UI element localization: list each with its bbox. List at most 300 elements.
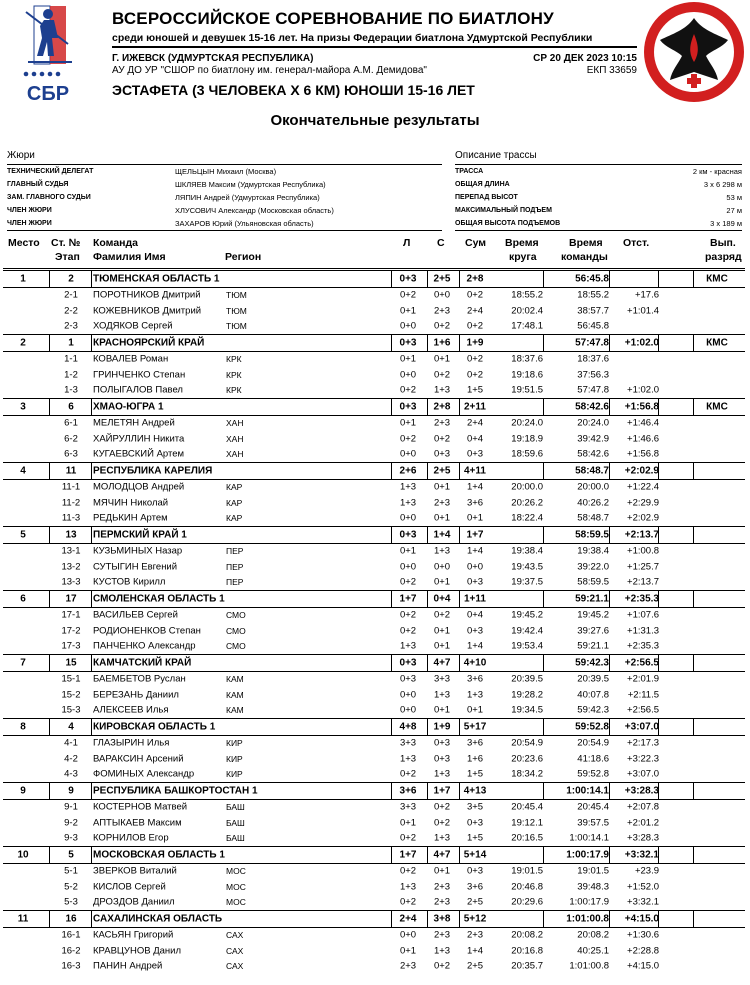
athlete-region: ПЕР — [226, 561, 244, 572]
athlete-row — [3, 288, 745, 304]
team-category: КМС — [706, 273, 728, 285]
athlete-prone: 1+3 — [399, 881, 417, 893]
athlete-gap: +3:28.3 — [627, 832, 659, 844]
team-standing: 1+6 — [433, 337, 451, 349]
athlete-name: ПОЛЫГАЛОВ Павел — [93, 384, 183, 396]
athlete-gap: +1:30.6 — [627, 929, 659, 941]
team-bib: 13 — [65, 529, 77, 541]
jury-row — [7, 217, 442, 230]
athlete-team-time: 40:07.8 — [577, 689, 609, 701]
race-title: ЭСТАФЕТА (3 ЧЕЛОВЕКА X 6 КМ) ЮНОШИ 15-16 ЛЕТ — [112, 82, 475, 98]
athlete-name: КИСЛОВ Сергей — [93, 881, 166, 893]
team-time: 59:42.3 — [575, 657, 609, 669]
athlete-team-time: 1:00:17.9 — [569, 896, 609, 908]
athlete-sum: 0+2 — [466, 289, 484, 301]
course-row — [455, 178, 742, 191]
athlete-sum: 1+6 — [466, 753, 484, 765]
athlete-row — [3, 623, 745, 639]
athlete-team-time: 40:25.1 — [577, 945, 609, 957]
athlete-stage: 16-2 — [61, 945, 81, 957]
athlete-stage: 11-2 — [61, 497, 81, 509]
course-value: 3 x 6 298 м — [703, 180, 742, 189]
course-key: ОБЩАЯ ВЫСОТА ПОДЪЕМОВ — [455, 220, 561, 227]
udmurt-emblem — [642, 0, 746, 104]
athlete-stage: 16-1 — [61, 929, 81, 941]
team-place: 10 — [17, 849, 29, 861]
athlete-gap: +2:11.5 — [627, 689, 659, 701]
athlete-gap: +1:46.4 — [627, 417, 659, 429]
athlete-row — [3, 416, 745, 432]
athlete-gap: +1:07.6 — [627, 609, 659, 621]
athlete-name: ВАРАКСИН Арсений — [93, 753, 184, 765]
col-team-time: Время — [569, 237, 603, 249]
athlete-name: ХОДЯКОВ Сергей — [93, 320, 173, 332]
athlete-team-time: 20:24.0 — [577, 417, 609, 429]
athlete-lap-time: 20:08.2 — [511, 929, 543, 941]
athlete-sum: 0+4 — [466, 609, 484, 621]
athlete-standing: 0+3 — [433, 753, 451, 765]
athlete-team-time: 19:45.2 — [577, 609, 609, 621]
col-sum: Сум — [465, 237, 487, 249]
course-key: ОБЩАЯ ДЛИНА — [455, 181, 510, 188]
athlete-region: КАМ — [226, 674, 244, 685]
athlete-region: КРК — [226, 354, 242, 365]
athlete-lap-time: 18:22.4 — [511, 512, 543, 524]
athlete-row — [3, 639, 745, 655]
athlete-standing: 0+0 — [433, 561, 451, 573]
athlete-team-time: 39:42.9 — [577, 433, 609, 445]
athlete-stage: 1-1 — [64, 353, 78, 365]
athlete-team-time: 19:38.4 — [577, 545, 609, 557]
athlete-team-time: 39:57.5 — [577, 817, 609, 829]
athlete-stage: 15-1 — [61, 673, 81, 685]
team-time: 59:52.8 — [575, 721, 609, 733]
team-prone: 0+3 — [399, 337, 417, 349]
jury-member: ШКЛЯЕВ Максим (Удмуртская Республика) — [175, 180, 326, 189]
athlete-name: ПАНЧЕНКО Александр — [93, 640, 196, 652]
team-category: КМС — [706, 337, 728, 349]
athlete-name: ГЛАЗЫРИН Илья — [93, 737, 170, 749]
athlete-prone: 0+0 — [399, 320, 417, 332]
athlete-gap: +3:32.1 — [627, 896, 659, 908]
athlete-standing: 0+2 — [433, 369, 451, 381]
athlete-sum: 1+4 — [466, 481, 484, 493]
athlete-standing: 2+3 — [433, 881, 451, 893]
team-block — [3, 462, 745, 526]
jury-row — [7, 204, 442, 217]
athlete-prone: 1+3 — [399, 497, 417, 509]
team-place: 11 — [17, 913, 29, 925]
athlete-sum: 3+6 — [466, 673, 484, 685]
athlete-row — [3, 383, 745, 399]
athlete-gap: +2:07.8 — [627, 801, 659, 813]
course-value: 2 км - красная — [692, 167, 742, 176]
athlete-gap: +2:17.3 — [627, 737, 659, 749]
athlete-standing: 0+3 — [433, 448, 451, 460]
athlete-prone: 2+3 — [399, 960, 417, 972]
athlete-stage: 15-3 — [61, 704, 81, 716]
col-athlete-name: Фамилия Имя — [93, 251, 166, 263]
athlete-sum: 0+2 — [466, 320, 484, 332]
team-time: 1:00:17.9 — [566, 849, 609, 861]
team-sum: 1+11 — [464, 593, 486, 605]
team-bib: 4 — [68, 721, 74, 733]
team-row — [3, 271, 745, 288]
athlete-sum: 1+5 — [466, 768, 484, 780]
athlete-name: ДРОЗДОВ Даниил — [93, 896, 175, 908]
athlete-team-time: 20:08.2 — [577, 929, 609, 941]
athlete-row — [3, 352, 745, 368]
athlete-standing: 0+2 — [433, 801, 451, 813]
team-sum: 1+7 — [466, 529, 484, 541]
page-title: ВСЕРОССИЙСКОЕ СОРЕВНОВАНИЕ ПО БИАТЛОНУ — [112, 9, 554, 28]
athlete-region: САХ — [226, 930, 244, 941]
athlete-region: МОС — [226, 866, 246, 877]
athlete-name: КОВАЛЕВ Роман — [93, 353, 169, 365]
athlete-stage: 15-2 — [61, 689, 81, 701]
jury-row — [7, 178, 442, 191]
athlete-standing: 0+1 — [433, 353, 451, 365]
col-start-number: Ст. № — [51, 237, 81, 249]
athlete-sum: 1+4 — [466, 640, 484, 652]
athlete-region: КАР — [226, 482, 243, 493]
team-gap: +1:56.8 — [624, 401, 659, 413]
athlete-team-time: 37:56.3 — [577, 369, 609, 381]
athlete-team-time: 58:59.5 — [577, 576, 609, 588]
team-time: 56:45.8 — [575, 273, 609, 285]
jury-member: ХЛУСОВИЧ Александр (Московская область) — [175, 206, 334, 215]
athlete-team-time: 19:01.5 — [577, 865, 609, 877]
athlete-name: ГРИНЧЕНКО Степан — [93, 369, 186, 381]
athlete-prone: 0+2 — [399, 289, 417, 301]
athlete-sum: 0+3 — [466, 625, 484, 637]
athlete-region: КРК — [226, 385, 242, 396]
athlete-lap-time: 19:28.2 — [511, 689, 543, 701]
athlete-team-time: 41:18.6 — [577, 753, 609, 765]
athlete-row — [3, 751, 745, 767]
athlete-name: СУТЫГИН Евгений — [93, 561, 178, 573]
athlete-row — [3, 559, 745, 575]
athlete-standing: 2+3 — [433, 929, 451, 941]
athlete-team-time: 59:52.8 — [577, 768, 609, 780]
team-prone: 2+6 — [399, 465, 417, 477]
team-bib: 5 — [68, 849, 74, 861]
athlete-gap: +2:28.8 — [627, 945, 659, 957]
athlete-region: ПЕР — [226, 577, 244, 588]
athlete-row — [3, 319, 745, 335]
athlete-team-time: 20:00.0 — [577, 481, 609, 493]
athlete-lap-time: 19:18.9 — [511, 433, 543, 445]
athlete-gap: +4:15.0 — [627, 960, 659, 972]
athlete-gap: +1:01.4 — [627, 305, 659, 317]
athlete-standing: 0+1 — [433, 704, 451, 716]
athlete-standing: 1+3 — [433, 545, 451, 557]
athlete-row — [3, 303, 745, 319]
athlete-gap: +3:22.3 — [627, 753, 659, 765]
col-region: Регион — [225, 251, 262, 263]
athlete-team-time: 57:47.8 — [577, 384, 609, 396]
athlete-lap-time: 20:29.6 — [511, 896, 543, 908]
jury-member: ЩЕЛЬЦЫН Михаил (Москва) — [175, 167, 277, 176]
organizer: АУ ДО УР "СШОР по биатлону им. генерал-майора А.М. Демидова" — [112, 65, 427, 76]
athlete-row — [3, 879, 745, 895]
team-standing: 0+4 — [433, 593, 451, 605]
team-bib: 16 — [65, 913, 77, 925]
athlete-prone: 0+0 — [399, 704, 417, 716]
athlete-gap: +2:35.3 — [627, 640, 659, 652]
jury-role: ТЕХНИЧЕСКИЙ ДЕЛЕГАТ — [7, 168, 94, 175]
team-block — [3, 782, 745, 846]
athlete-lap-time: 20:35.7 — [511, 960, 543, 972]
athlete-row — [3, 928, 745, 944]
col-place: Место — [8, 237, 40, 249]
athlete-sum: 3+5 — [466, 801, 484, 813]
athlete-name: КУСТОВ Кирилл — [93, 576, 166, 588]
team-name: СМОЛЕНСКАЯ ОБЛАСТЬ 1 — [93, 593, 225, 605]
athlete-region: КАМ — [226, 705, 244, 716]
athlete-region: МОС — [226, 897, 246, 908]
course-table — [455, 164, 742, 231]
team-gap: +2:13.7 — [624, 529, 659, 541]
team-standing: 4+7 — [433, 849, 451, 861]
athlete-row — [3, 831, 745, 847]
athlete-stage: 4-2 — [64, 753, 78, 765]
athlete-name: ФОМИНЫХ Александр — [93, 768, 195, 780]
team-standing: 4+7 — [433, 657, 451, 669]
athlete-gap: +1:02.0 — [627, 384, 659, 396]
athlete-sum: 0+1 — [466, 512, 484, 524]
team-standing: 1+4 — [433, 529, 451, 541]
athlete-sum: 0+2 — [466, 369, 484, 381]
team-sum: 5+12 — [463, 913, 487, 925]
athlete-name: КРАВЦУНОВ Данил — [93, 945, 182, 957]
athlete-row — [3, 672, 745, 688]
athlete-sum: 2+3 — [466, 929, 484, 941]
logo-text: СБР — [26, 83, 70, 104]
team-row — [3, 527, 745, 544]
team-row — [3, 911, 745, 928]
team-bib: 2 — [68, 273, 74, 285]
athlete-gap: +2:29.9 — [627, 497, 659, 509]
athlete-region: ТЮМ — [226, 305, 247, 316]
venue-city: Г. ИЖЕВСК (УДМУРТСКАЯ РЕСПУБЛИКА) — [112, 53, 314, 64]
athlete-region: БАШ — [226, 833, 245, 844]
sbr-logo — [14, 4, 82, 104]
athlete-team-time: 20:54.9 — [577, 737, 609, 749]
team-gap: +2:56.5 — [624, 657, 659, 669]
athlete-gap: +2:01.2 — [627, 817, 659, 829]
athlete-lap-time: 19:42.4 — [511, 625, 543, 637]
team-sum: 1+9 — [466, 337, 484, 349]
athlete-region: КИР — [226, 753, 243, 764]
athlete-gap: +2:13.7 — [627, 576, 659, 588]
athlete-standing: 2+3 — [433, 417, 451, 429]
athlete-lap-time: 19:18.6 — [511, 369, 543, 381]
athlete-stage: 5-3 — [64, 896, 78, 908]
athlete-prone: 0+1 — [399, 417, 417, 429]
target-dots-icon — [24, 72, 61, 77]
athlete-row — [3, 959, 745, 975]
course-row — [455, 165, 742, 178]
athlete-sum: 0+0 — [466, 561, 484, 573]
course-value: 53 м — [726, 193, 742, 202]
team-row — [3, 655, 745, 672]
athlete-row — [3, 703, 745, 719]
athlete-sum: 1+3 — [466, 689, 484, 701]
athlete-name: ХАЙРУЛЛИН Никита — [93, 433, 185, 445]
team-prone: 0+3 — [399, 657, 417, 669]
header-divider — [112, 46, 637, 48]
athlete-name: ПАНИН Андрей — [93, 960, 163, 972]
athlete-prone: 0+1 — [399, 353, 417, 365]
athlete-prone: 0+2 — [399, 832, 417, 844]
team-place: 5 — [20, 529, 26, 541]
athlete-standing: 1+3 — [433, 945, 451, 957]
athlete-sum: 0+3 — [466, 817, 484, 829]
athlete-lap-time: 18:59.6 — [511, 448, 543, 460]
athlete-standing: 0+2 — [433, 817, 451, 829]
athlete-team-time: 58:42.6 — [577, 448, 609, 460]
team-place: 4 — [20, 465, 26, 477]
athlete-row — [3, 367, 745, 383]
athlete-row — [3, 575, 745, 591]
athlete-team-time: 18:55.2 — [577, 289, 609, 301]
athlete-name: БЕРЕЗАНЬ Даниил — [93, 689, 179, 701]
athlete-stage: 17-2 — [61, 625, 81, 637]
col-category: Вып. — [710, 237, 736, 249]
athlete-stage: 1-2 — [64, 369, 78, 381]
athlete-prone: 1+3 — [399, 640, 417, 652]
athlete-prone: 1+3 — [399, 753, 417, 765]
athlete-region: ХАН — [226, 418, 244, 429]
team-block — [3, 334, 745, 398]
athlete-stage: 5-1 — [64, 865, 78, 877]
athlete-name: КУГАЕВСКИЙ Артем — [93, 448, 185, 460]
team-place: 7 — [20, 657, 26, 669]
team-prone: 2+4 — [399, 913, 417, 925]
athlete-standing: 2+3 — [433, 896, 451, 908]
athlete-region: ТЮМ — [226, 290, 247, 301]
athlete-standing: 0+2 — [433, 960, 451, 972]
jury-row — [7, 191, 442, 204]
athlete-lap-time: 17:48.1 — [511, 320, 543, 332]
athlete-stage: 11-1 — [61, 481, 81, 493]
team-standing: 1+7 — [433, 785, 451, 797]
athlete-row — [3, 544, 745, 560]
athlete-stage: 4-1 — [64, 737, 78, 749]
athlete-sum: 1+4 — [466, 945, 484, 957]
athlete-lap-time: 20:02.4 — [511, 305, 543, 317]
ekp-number: ЕКП 33659 — [586, 65, 637, 76]
col-prone: Л — [403, 237, 411, 249]
athlete-row — [3, 943, 745, 959]
team-bib: 6 — [68, 401, 74, 413]
athlete-sum: 2+5 — [466, 896, 484, 908]
team-place: 6 — [20, 593, 26, 605]
athlete-stage: 2-3 — [64, 320, 78, 332]
athlete-region: САХ — [226, 961, 244, 972]
athlete-stage: 9-1 — [64, 801, 78, 813]
team-name: РЕСПУБЛИКА БАШКОРТОСТАН 1 — [93, 785, 258, 797]
jury-role: ЧЛЕН ЖЮРИ — [7, 207, 52, 214]
athlete-row — [3, 736, 745, 752]
athlete-lap-time: 19:37.5 — [511, 576, 543, 588]
athlete-name: АПТЫКАЕВ Максим — [93, 817, 182, 829]
athlete-prone: 3+3 — [399, 801, 417, 813]
athlete-region: КИР — [226, 769, 243, 780]
athlete-lap-time: 20:45.4 — [511, 801, 543, 813]
team-block — [3, 718, 745, 782]
col-lap-time: Время — [505, 237, 539, 249]
results-status: Окончательные результаты — [270, 112, 480, 129]
athlete-name: КАСЬЯН Григорий — [93, 929, 174, 941]
team-time: 1:00:14.1 — [566, 785, 609, 797]
athlete-region: КАР — [226, 497, 243, 508]
athlete-name: КОСТЕРНОВ Матвей — [93, 801, 188, 813]
athlete-standing: 2+3 — [433, 305, 451, 317]
athlete-row — [3, 480, 745, 496]
athlete-region: СМО — [226, 610, 246, 621]
athlete-prone: 0+1 — [399, 817, 417, 829]
athlete-gap: +1:31.3 — [627, 625, 659, 637]
athlete-row — [3, 431, 745, 447]
team-block — [3, 846, 745, 910]
athlete-gap: +23.9 — [634, 865, 659, 877]
athlete-standing: 1+3 — [433, 689, 451, 701]
team-place: 1 — [20, 273, 26, 285]
team-time: 59:21.1 — [575, 593, 609, 605]
athlete-name: ПОРОТНИКОВ Дмитрий — [93, 289, 201, 301]
team-sum: 4+11 — [464, 465, 486, 477]
team-standing: 3+8 — [433, 913, 451, 925]
athlete-prone: 0+2 — [399, 609, 417, 621]
athlete-prone: 0+2 — [399, 433, 417, 445]
athlete-lap-time: 19:34.5 — [511, 704, 543, 716]
athlete-sum: 3+6 — [466, 737, 484, 749]
athlete-standing: 0+2 — [433, 609, 451, 621]
athlete-lap-time: 18:37.6 — [511, 353, 543, 365]
athlete-team-time: 38:57.7 — [577, 305, 609, 317]
course-row — [455, 204, 742, 217]
athlete-stage: 11-3 — [61, 512, 81, 524]
athlete-stage: 13-1 — [61, 545, 81, 557]
team-block — [3, 590, 745, 654]
athlete-name: БАЕМБЕТОВ Руслан — [93, 673, 186, 685]
athlete-gap: +1:56.8 — [627, 448, 659, 460]
team-prone: 0+3 — [399, 529, 417, 541]
athlete-region: СМО — [226, 641, 246, 652]
athlete-prone: 1+3 — [399, 481, 417, 493]
team-category: КМС — [706, 401, 728, 413]
athlete-row — [3, 815, 745, 831]
athlete-lap-time: 20:00.0 — [511, 481, 543, 493]
team-sum: 5+14 — [463, 849, 487, 861]
athlete-prone: 0+3 — [399, 673, 417, 685]
team-prone: 1+7 — [399, 593, 417, 605]
athlete-lap-time: 18:34.2 — [511, 768, 543, 780]
team-time: 58:42.6 — [575, 401, 609, 413]
athlete-gap: +1:46.6 — [627, 433, 659, 445]
team-block — [3, 654, 745, 718]
jury-member: ЛЯПИН Андрей (Удмуртская Республика) — [175, 193, 320, 202]
athlete-sum: 0+1 — [466, 704, 484, 716]
team-row — [3, 847, 745, 864]
athlete-standing: 2+3 — [433, 497, 451, 509]
athlete-region: САХ — [226, 945, 244, 956]
athlete-prone: 0+0 — [399, 929, 417, 941]
athlete-stage: 9-3 — [64, 832, 78, 844]
athlete-gap: +1:52.0 — [627, 881, 659, 893]
